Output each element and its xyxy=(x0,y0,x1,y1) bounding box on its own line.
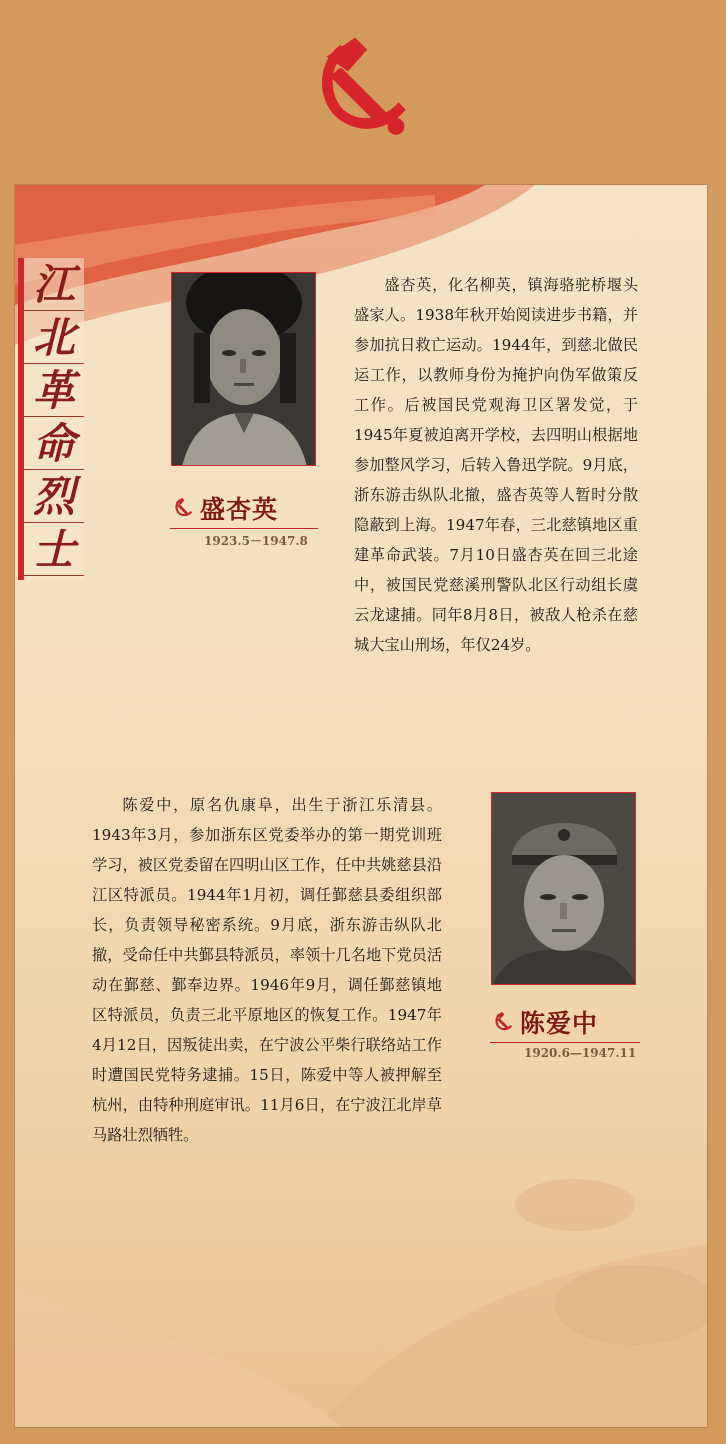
title-char: 命 xyxy=(24,417,84,470)
title-char: 北 xyxy=(24,311,84,364)
party-emblem-hammer-sickle-icon xyxy=(300,28,420,148)
portrait-photo-chen-aizhong xyxy=(491,792,636,985)
life-dates: 1920.6—1947.11 xyxy=(524,1046,637,1060)
section-title-vertical xyxy=(18,258,84,580)
person-name: 陈爱中 xyxy=(520,1009,599,1038)
title-char: 江 xyxy=(24,258,84,311)
biography-text: 陈爱中，原名仇康阜，出生于浙江乐清县。1943年3月，参加浙东区党委举办的第一期党训班学习，被区党委留在四明山区工作，任中共姚慈县沿江区特派员。1944年1月初，调任鄞慈县委组织部长，负责领导秘密系统。9月底，浙东游击纵队北撤，受命任中共鄞县特派员，率领十几名地下党员活动在鄞慈、鄞奉边界。1946年9月，调任鄞慈镇地区特派员，负责三北平原地区的恢复工作。1947年4月12日，因叛徒出卖，在宁波公平柴行联络站工作时遭国民党特务逮捕。15日，陈爱中等人被押解至杭州，由特种刑庭审讯。11月6日，在宁波江北岸草马路壮烈牺牲。 xyxy=(92,796,442,1144)
portrait-photo-sheng-xingying xyxy=(171,272,316,466)
title-char: 士 xyxy=(24,523,84,576)
title-char: 烈 xyxy=(24,470,84,523)
life-dates: 1923.5－1947.8 xyxy=(204,534,308,548)
name-block-chen-aizhong xyxy=(490,1004,640,1060)
hammer-sickle-icon xyxy=(490,1010,516,1034)
biography-text: 盛杏英，化名柳英，镇海骆驼桥堰头盛家人。1938年秋开始阅读进步书籍，并参加抗日救亡运动。1944年，到慈北做民运工作，以教师身份为掩护向伪军做策反工作。后被国民党观海卫区署发觉，于1945年夏被迫离开学校，去四明山根据地参加整风学习，后转入鲁迅学院。9月底，浙东游击纵队北撤，盛杏英等人暂时分散隐蔽到上海。1947年春，三北慈镇地区重建革命武装。7月10日盛杏英在回三北途中，被国民党慈溪刑警队北区行动组长虞云龙逮捕。同年8月8日，被敌人枪杀在慈城大宝山刑场，年仅24岁。 xyxy=(354,276,638,654)
person-name: 盛杏英 xyxy=(200,495,279,524)
name-block-sheng-xingying xyxy=(170,490,318,549)
hammer-sickle-icon xyxy=(170,496,196,520)
title-char: 革 xyxy=(24,364,84,417)
